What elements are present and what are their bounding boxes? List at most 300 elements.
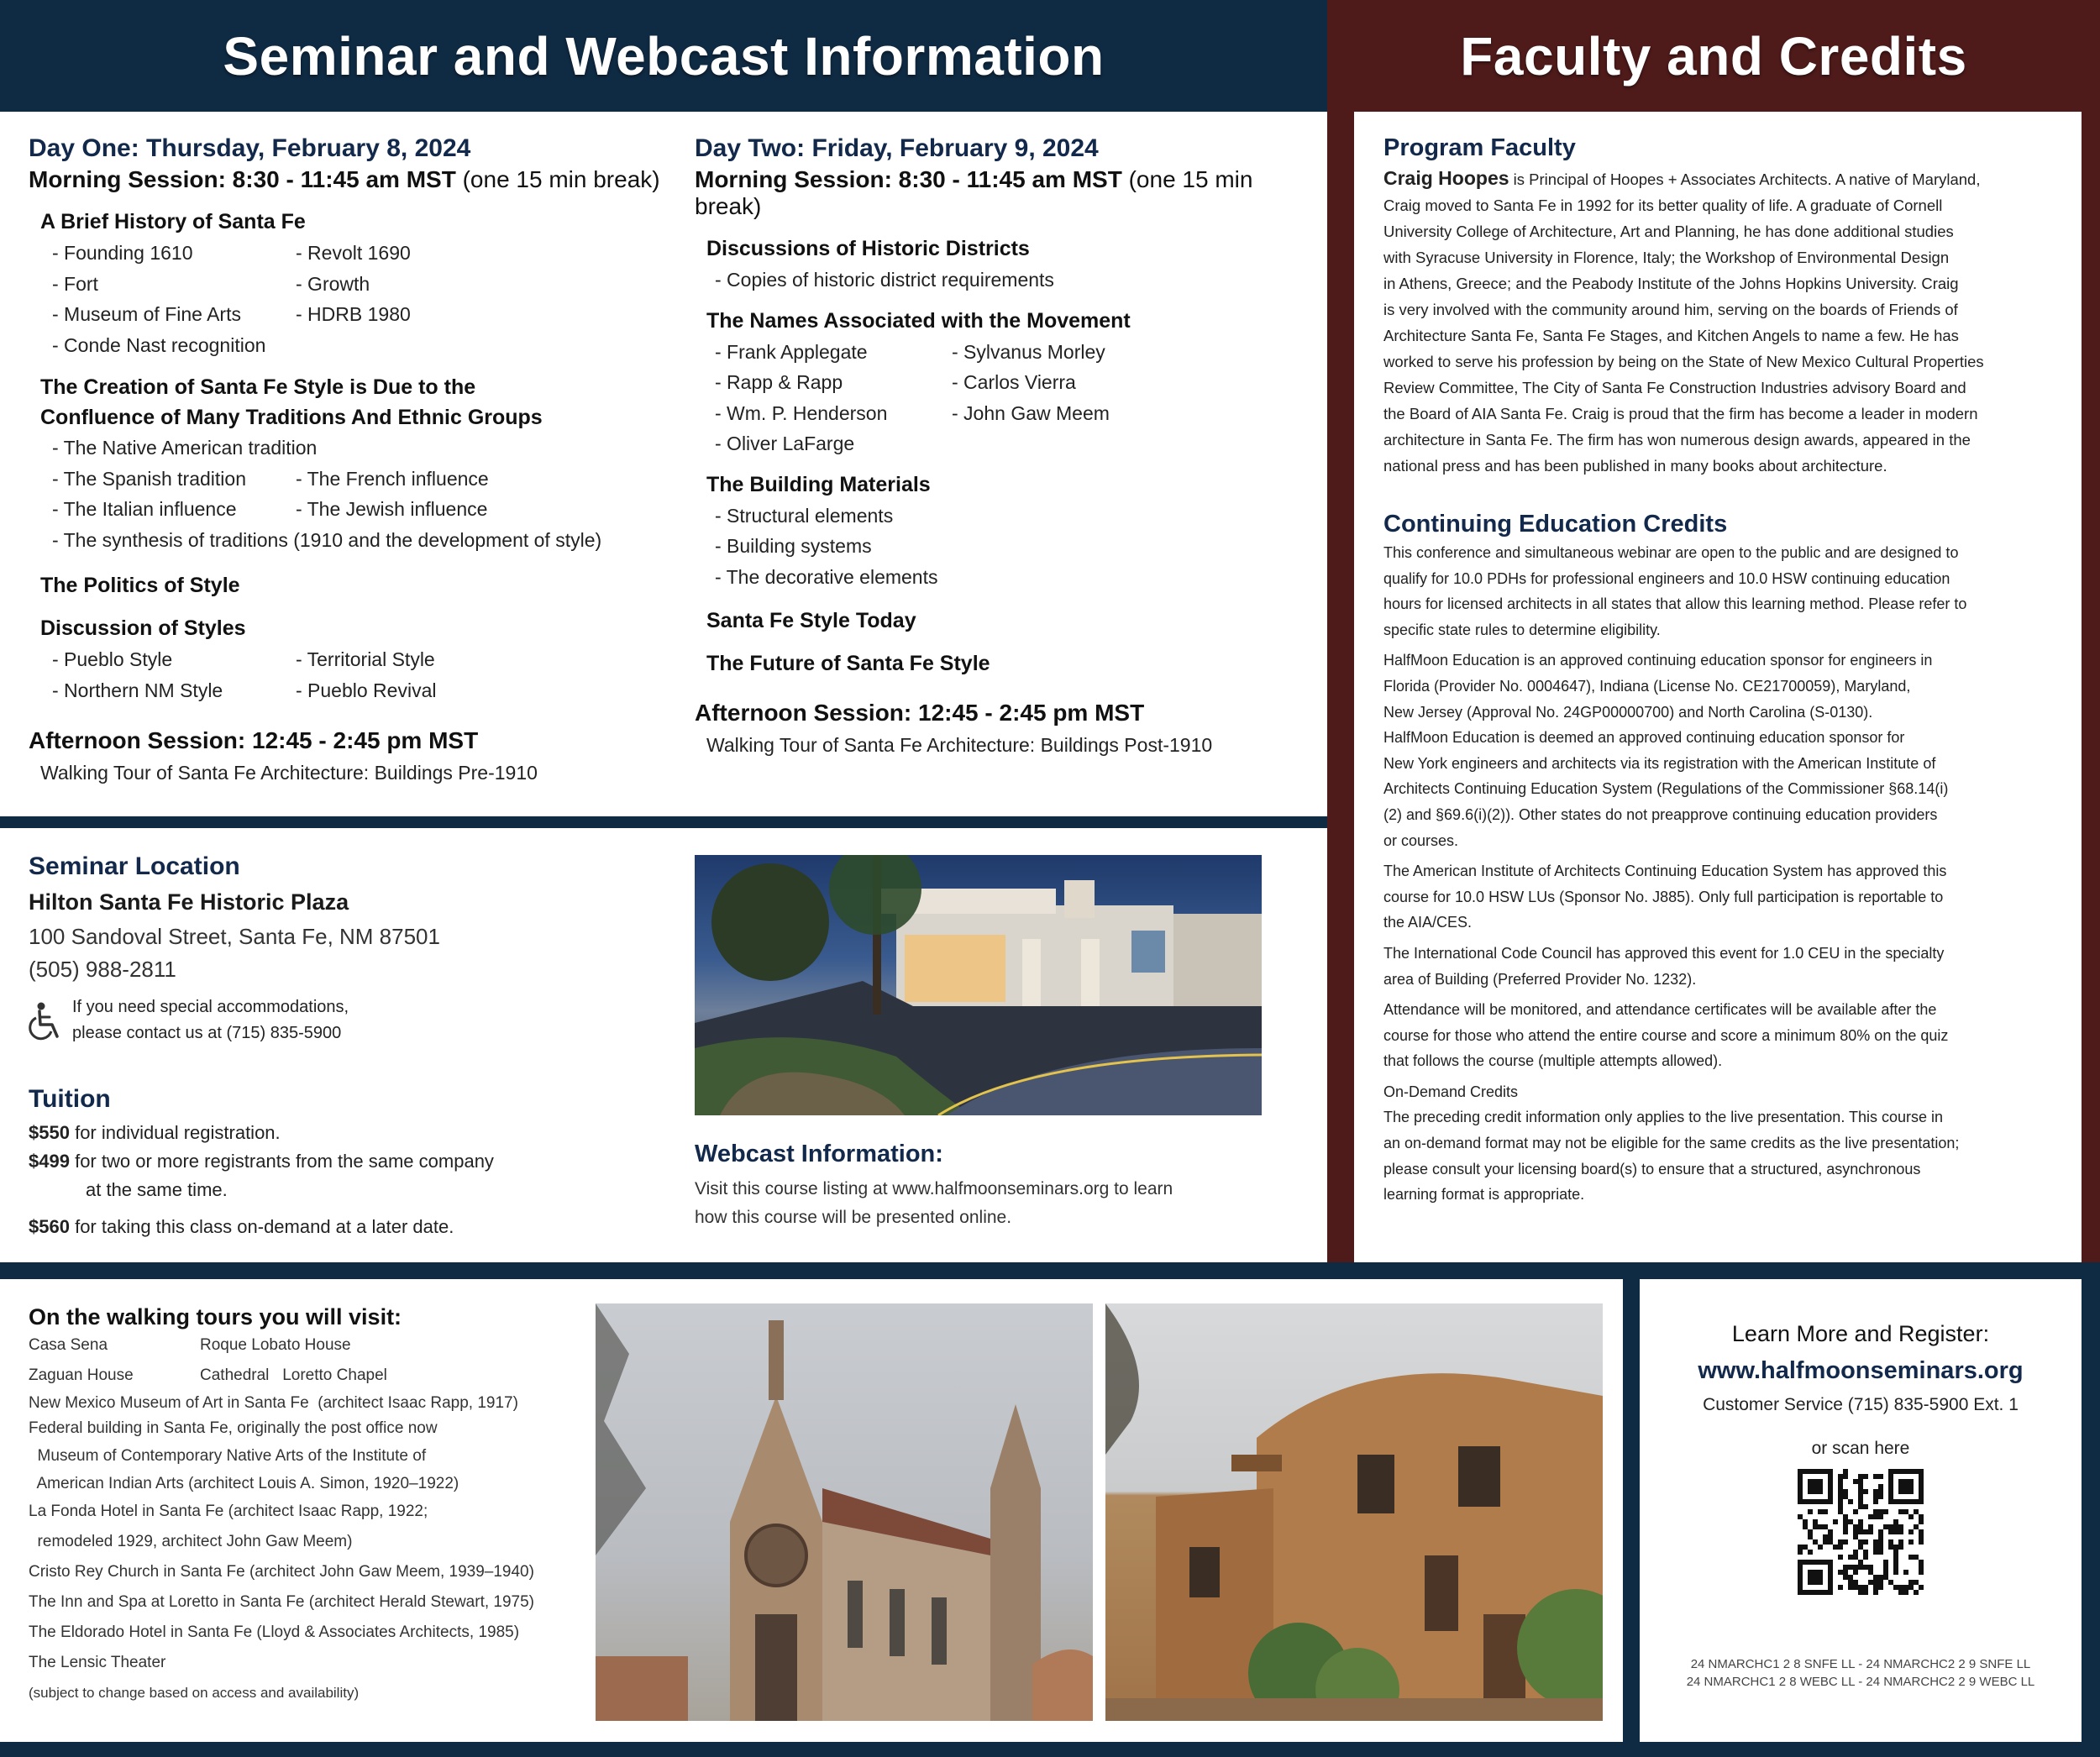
qr-module — [1878, 1529, 1883, 1534]
credits-line: learning format is appropriate. — [1383, 1186, 1585, 1204]
tuition-item — [29, 1119, 667, 1147]
qr-module — [1858, 1585, 1863, 1590]
accessibility-line2: please contact us at (715) 835-5900 — [72, 1024, 342, 1042]
qr-module — [1838, 1474, 1843, 1479]
tuition-heading: Tuition — [29, 1085, 111, 1113]
qr-module — [1919, 1560, 1924, 1565]
qr-code[interactable] — [1798, 1469, 1924, 1595]
topic-styles-list — [40, 644, 667, 705]
qr-module — [1853, 1570, 1858, 1575]
topic-districts-list — [706, 265, 1316, 296]
qr-module — [1858, 1479, 1863, 1484]
qr-module — [1878, 1580, 1883, 1585]
list-item: - Territorial Style — [296, 648, 435, 670]
program-faculty — [1383, 134, 2055, 479]
qr-module — [1883, 1570, 1888, 1575]
chapel-illustration — [596, 1303, 1093, 1721]
qr-module — [1838, 1489, 1843, 1494]
credits-paragraph — [1383, 941, 2055, 992]
course-code: 24 NMARCHC1 2 8 SNFE LL - 24 NMARCHC2 2 9 SNFE LL — [1690, 1657, 2031, 1671]
list-item: - Building systems — [715, 535, 872, 557]
webcast-line2: how this course will be presented online. — [695, 1208, 1012, 1227]
bio-line: national press and has been published in many books about architecture. — [1383, 457, 1887, 475]
qr-module — [1903, 1509, 1908, 1514]
qr-module — [1853, 1534, 1858, 1539]
qr-module — [1838, 1539, 1843, 1545]
qr-module — [1873, 1539, 1878, 1545]
qr-module — [1843, 1469, 1848, 1474]
list-item: - Northern NM Style — [52, 679, 223, 701]
qr-module — [1848, 1580, 1853, 1585]
day-one-afternoon-desc: Walking Tour of Santa Fe Architecture: Buildings Pre-1910 — [40, 762, 538, 784]
qr-module — [1898, 1524, 1903, 1529]
tour-site: Museum of Contemporary Native Arts of the Institute of — [29, 1447, 427, 1465]
qr-module — [1838, 1509, 1843, 1514]
continuing-education-credits — [1383, 511, 2055, 1213]
topic-creation — [40, 372, 667, 433]
qr-module — [1823, 1509, 1828, 1514]
register-heading: Learn More and Register: — [1731, 1321, 1990, 1346]
list-item: - The Italian influence — [52, 498, 237, 520]
tuition-list — [29, 1119, 667, 1241]
customer-service: Customer Service (715) 835-5900 Ext. 1 — [1703, 1395, 2019, 1414]
course-code: 24 NMARCHC1 2 8 WEBC LL - 24 NMARCHC2 2 9 WEBC LL — [1686, 1675, 2035, 1689]
qr-module — [1858, 1489, 1863, 1494]
qr-module — [1858, 1494, 1863, 1499]
qr-module — [1873, 1575, 1878, 1580]
scan-label: or scan here — [1811, 1439, 1910, 1458]
day-two-afternoon-desc: Walking Tour of Santa Fe Architecture: Buildings Post-1910 — [706, 734, 1213, 756]
credits-line: Architects Continuing Education System (Regulations of the Commissioner §68.14(i) — [1383, 780, 1949, 798]
qr-module — [1893, 1565, 1898, 1570]
day-one — [29, 134, 667, 789]
seminar-header-title: Seminar and Webcast Information — [223, 25, 1105, 87]
credits-line: Attendance will be monitored, and attendance certificates will be available after the — [1383, 1001, 1937, 1019]
venue-address: 100 Sandoval Street, Santa Fe, NM 87501 — [29, 924, 440, 949]
register-url[interactable]: www.halfmoonseminars.org — [1698, 1357, 2024, 1384]
hotel-photo — [695, 855, 1262, 1115]
tour-site: The Lensic Theater — [29, 1654, 166, 1671]
faculty-name: Craig Hoopes — [1383, 167, 1509, 189]
qr-module — [1823, 1539, 1828, 1545]
topic-politics: The Politics of Style — [40, 574, 240, 597]
qr-module — [1893, 1555, 1898, 1560]
qr-module — [1919, 1529, 1924, 1534]
list-item: - Structural elements — [715, 504, 894, 527]
qr-module — [1848, 1519, 1853, 1524]
list-item: - Founding 1610 — [52, 242, 193, 264]
day-two-title: Day Two: Friday, February 9, 2024 — [695, 134, 1099, 162]
list-item: - The synthesis of traditions (1910 and the development of style) — [52, 528, 602, 551]
tour-site: Cathedral Loretto Chapel — [200, 1366, 387, 1384]
qr-module — [1863, 1550, 1868, 1555]
credits-body — [1383, 540, 2055, 1208]
bio-line: is very involved with the community around him, serving on the boards of Friends of — [1383, 301, 1958, 318]
qr-module — [1808, 1550, 1813, 1555]
qr-module — [1878, 1474, 1883, 1479]
qr-module — [1853, 1509, 1858, 1514]
list-item: - Frank Applegate — [715, 340, 868, 363]
qr-module — [1868, 1570, 1873, 1575]
section-divider — [0, 816, 1327, 828]
qr-module — [1848, 1575, 1853, 1580]
qr-module — [1843, 1514, 1848, 1519]
qr-module — [1858, 1539, 1863, 1545]
day-one-title: Day One: Thursday, February 8, 2024 — [29, 134, 471, 162]
qr-module — [1873, 1580, 1878, 1585]
bio-line: worked to serve his profession by being on the State of New Mexico Cultural Properties — [1383, 353, 1984, 370]
qr-module — [1863, 1474, 1868, 1479]
qr-module — [1858, 1560, 1863, 1565]
qr-module — [1808, 1509, 1813, 1514]
qr-module — [1919, 1565, 1924, 1570]
credits-line: The preceding credit information only applies to the live presentation. This course in — [1383, 1109, 1944, 1126]
topic-materials: The Building Materials — [706, 472, 931, 496]
qr-module — [1883, 1509, 1888, 1514]
venue-name: Hilton Santa Fe Historic Plaza — [29, 889, 349, 915]
topic-history: A Brief History of Santa Fe — [40, 210, 306, 233]
credits-line: an on-demand format may not be eligible for the same credits as the live presentation; — [1383, 1135, 1960, 1152]
qr-module — [1858, 1504, 1863, 1509]
qr-module — [1878, 1539, 1883, 1545]
qr-module — [1914, 1580, 1919, 1585]
list-item: - The Spanish tradition — [52, 467, 246, 490]
qr-module — [1838, 1499, 1843, 1504]
credits-paragraph — [1383, 648, 2055, 853]
bio-line: Review Committee, The City of Santa Fe Construction Industries advisory Board and — [1383, 379, 1966, 396]
bio-line: University College of Architecture, Art and Planning, he has done additional studies — [1383, 223, 1954, 240]
qr-module — [1863, 1539, 1868, 1545]
qr-module — [1898, 1509, 1903, 1514]
qr-finder-module — [1808, 1570, 1823, 1585]
faculty-heading: Program Faculty — [1383, 134, 1576, 161]
qr-module — [1878, 1509, 1883, 1514]
topic-names: The Names Associated with the Movement — [706, 308, 1131, 333]
qr-module — [1853, 1524, 1858, 1529]
adobe-building-photo — [1105, 1303, 1603, 1721]
qr-module — [1919, 1534, 1924, 1539]
qr-module — [1853, 1550, 1858, 1555]
qr-module — [1813, 1539, 1818, 1545]
tour-site: Zaguan House — [29, 1366, 134, 1384]
list-item: - The decorative elements — [715, 565, 938, 588]
tuition-price: $560 — [29, 1216, 70, 1237]
qr-module — [1908, 1529, 1914, 1534]
credits-line: The American Institute of Architects Continuing Education System has approved this — [1383, 863, 1947, 880]
accessibility-note — [29, 994, 667, 1045]
qr-module — [1873, 1585, 1878, 1590]
topic-styles: Discussion of Styles — [40, 616, 246, 640]
credits-paragraph — [1383, 997, 2055, 1074]
qr-module — [1893, 1560, 1898, 1565]
qr-module — [1898, 1585, 1903, 1590]
topic-districts: Discussions of Historic Districts — [706, 237, 1030, 260]
qr-module — [1863, 1489, 1868, 1494]
venue-phone: (505) 988-2811 — [29, 957, 176, 982]
qr-module — [1843, 1474, 1848, 1479]
qr-module — [1843, 1524, 1848, 1529]
qr-module — [1893, 1545, 1898, 1550]
tours-heading: On the walking tours you will visit: — [29, 1304, 402, 1330]
credits-paragraph — [1383, 1079, 2055, 1208]
credits-line: New Jersey (Approval No. 24GP00000700) and North Carolina (S-0130). — [1383, 703, 1873, 721]
qr-module — [1888, 1529, 1893, 1534]
qr-module — [1888, 1539, 1893, 1545]
qr-module — [1919, 1514, 1924, 1519]
qr-module — [1883, 1575, 1888, 1580]
qr-module — [1863, 1585, 1868, 1590]
credits-line: area of Building (Preferred Provider No. 1232). — [1383, 970, 1697, 988]
qr-module — [1893, 1529, 1898, 1534]
tour-site: New Mexico Museum of Art in Santa Fe (architect Isaac Rapp, 1917) — [29, 1394, 518, 1412]
list-item: - Pueblo Style — [52, 648, 173, 670]
qr-module — [1883, 1524, 1888, 1529]
tour-site: Federal building in Santa Fe, originally the post office now — [29, 1419, 438, 1437]
topic-creation-list — [40, 433, 667, 555]
qr-module — [1888, 1524, 1893, 1529]
qr-module — [1908, 1555, 1914, 1560]
qr-module — [1863, 1504, 1868, 1509]
qr-module — [1798, 1550, 1803, 1555]
qr-module — [1838, 1545, 1843, 1550]
credits-line: course for those who attend the entire course and score a minimum 80% on the quiz — [1383, 1026, 1949, 1044]
qr-finder-module — [1808, 1479, 1823, 1494]
credits-line: This conference and simultaneous webinar are open to the public and are designed to — [1383, 544, 1959, 561]
qr-module — [1898, 1590, 1903, 1595]
list-item: - Pueblo Revival — [296, 679, 437, 701]
bio-line: is Principal of Hoopes + Associates Architects. A native of Maryland, — [1509, 170, 1981, 188]
qr-module — [1803, 1545, 1808, 1550]
tours-sites — [29, 1391, 600, 1708]
bio-line: in Athens, Greece; and the Peabody Institute of the Johns Hopkins University. Craig — [1383, 275, 1959, 292]
tour-site: Roque Lobato House — [200, 1336, 351, 1354]
credits-line: please consult your licensing board(s) to ensure that a structured, asynchronous — [1383, 1160, 1921, 1177]
tour-site: La Fonda Hotel in Santa Fe (architect Isaac Rapp, 1922; — [29, 1503, 428, 1520]
seminar-location — [29, 852, 667, 1241]
qr-module — [1848, 1565, 1853, 1570]
day-one-afternoon-label: Afternoon Session: 12:45 - 2:45 pm MST — [29, 727, 479, 753]
walking-tours — [29, 1304, 600, 1708]
qr-module — [1818, 1524, 1823, 1529]
qr-module — [1838, 1494, 1843, 1499]
qr-module — [1858, 1590, 1863, 1595]
credits-line: qualify for 10.0 PDHs for professional engineers and 10.0 HSW continuing education — [1383, 569, 1950, 587]
qr-module — [1803, 1524, 1808, 1529]
list-item: - Rapp & Rapp — [715, 371, 843, 393]
credits-line: The International Code Council has approved this event for 1.0 CEU in the specialty — [1383, 944, 1945, 962]
tour-site: American Indian Arts (architect Louis A. Simon, 1920–1922) — [29, 1475, 459, 1492]
qr-module — [1919, 1519, 1924, 1524]
qr-module — [1888, 1545, 1893, 1550]
bottom-section-separator — [1623, 1262, 1640, 1757]
qr-module — [1878, 1545, 1883, 1550]
qr-module — [1868, 1565, 1873, 1570]
qr-module — [1873, 1509, 1878, 1514]
qr-module — [1903, 1570, 1908, 1575]
qr-module — [1903, 1590, 1908, 1595]
day-two — [695, 134, 1316, 761]
qr-module — [1843, 1565, 1848, 1570]
credits-line: hours for licensed architects in all states that allow this learning method. Please refer to — [1383, 595, 1967, 613]
seminar-header — [0, 0, 1327, 112]
bio-line: Craig moved to Santa Fe in 1992 for its better quality of life. A graduate of Cornell — [1383, 197, 1943, 214]
tour-site: remodeled 1929, architect John Gaw Meem) — [29, 1533, 353, 1550]
credits-heading: Continuing Education Credits — [1383, 511, 1728, 538]
qr-module — [1883, 1560, 1888, 1565]
qr-module — [1838, 1479, 1843, 1484]
topic-creation-line2: Confluence of Many Traditions And Ethnic Groups — [40, 406, 543, 429]
list-item: - The Jewish influence — [296, 498, 488, 520]
tour-site: The Eldorado Hotel in Santa Fe (Lloyd & Associates Architects, 1985) — [29, 1623, 520, 1641]
loretto-chapel-photo — [596, 1303, 1093, 1721]
list-item: - Revolt 1690 — [296, 242, 411, 264]
day-one-morning-note: (one 15 min break) — [462, 166, 660, 192]
qr-module — [1873, 1550, 1878, 1555]
qr-module — [1873, 1474, 1878, 1479]
webcast-heading: Webcast Information: — [695, 1141, 943, 1167]
course-codes — [1640, 1655, 2082, 1691]
qr-module — [1858, 1524, 1863, 1529]
list-item: - Conde Nast recognition — [52, 333, 266, 356]
credits-line: or courses. — [1383, 831, 1459, 849]
qr-module — [1848, 1585, 1853, 1590]
qr-module — [1858, 1519, 1863, 1524]
list-item: - Growth — [296, 272, 370, 295]
tuition-text: for individual registration. — [75, 1122, 281, 1143]
credits-line: HalfMoon Education is deemed an approved continuing education sponsor for — [1383, 729, 1905, 747]
qr-module — [1833, 1519, 1838, 1524]
faculty-frame-right — [2082, 112, 2100, 1262]
qr-module — [1863, 1565, 1868, 1570]
bio-line: architecture in Santa Fe. The firm has won numerous design awards, appeared in the — [1383, 431, 1971, 448]
qr-module — [1873, 1494, 1878, 1499]
qr-module — [1858, 1529, 1863, 1534]
qr-module — [1878, 1585, 1883, 1590]
qr-module — [1808, 1529, 1813, 1534]
qr-module — [1863, 1555, 1868, 1560]
qr-module — [1908, 1539, 1914, 1545]
qr-module — [1888, 1580, 1893, 1585]
credits-paragraph — [1383, 540, 2055, 642]
bottom-section-frame-right — [2082, 1262, 2100, 1757]
list-item: - The French influence — [296, 467, 489, 490]
qr-module — [1853, 1479, 1858, 1484]
list-item: - HDRB 1980 — [296, 303, 411, 325]
qr-module — [1838, 1484, 1843, 1489]
day-one-morning-session — [29, 166, 667, 193]
webcast-info — [695, 1141, 1283, 1232]
qr-module — [1898, 1529, 1903, 1534]
list-item: - John Gaw Meem — [952, 401, 1110, 424]
qr-module — [1858, 1565, 1863, 1570]
credits-line: HalfMoon Education is an approved continuing education sponsor for engineers in — [1383, 652, 1933, 669]
faculty-frame-left — [1327, 112, 1354, 1262]
qr-module — [1868, 1524, 1873, 1529]
list-item: - Copies of historic district requirements — [715, 269, 1054, 291]
qr-module — [1843, 1494, 1848, 1499]
tour-site: The Inn and Spa at Loretto in Santa Fe (architect Herald Stewart, 1975) — [29, 1593, 535, 1611]
topic-today: Santa Fe Style Today — [706, 609, 916, 632]
qr-module — [1878, 1489, 1883, 1494]
day-two-morning-note: (one 15 min break) — [695, 166, 1253, 219]
qr-module — [1908, 1585, 1914, 1590]
list-item: - Fort — [52, 272, 98, 295]
qr-module — [1863, 1590, 1868, 1595]
qr-module — [1893, 1570, 1898, 1575]
tour-site: (subject to change based on access and availability) — [29, 1685, 360, 1701]
list-item: - Carlos Vierra — [952, 371, 1076, 393]
credits-line: course for 10.0 HSW LUs (Sponsor No. J885). Only full participation is reportable to — [1383, 888, 1944, 905]
bio-line: Architecture Santa Fe, Santa Fe Stages, and Kitchen Angels to name a few. He has — [1383, 327, 1959, 344]
tuition-item — [29, 1213, 667, 1241]
qr-finder-module — [1898, 1479, 1914, 1494]
qr-module — [1883, 1565, 1888, 1570]
webcast-line1: Visit this course listing at www.halfmoonseminars.org to learn — [695, 1179, 1173, 1198]
qr-module — [1914, 1590, 1919, 1595]
qr-module — [1868, 1529, 1873, 1534]
qr-module — [1908, 1580, 1914, 1585]
credits-line: On-Demand Credits — [1383, 1083, 1519, 1100]
tuition-price: $550 — [29, 1122, 70, 1143]
qr-module — [1813, 1524, 1818, 1529]
qr-module — [1863, 1529, 1868, 1534]
day-two-afternoon-label: Afternoon Session: 12:45 - 2:45 pm MST — [695, 700, 1145, 726]
qr-module — [1828, 1529, 1833, 1534]
qr-module — [1853, 1555, 1858, 1560]
bio-line: with Syracuse University in Florence, Italy; the Workshop of Environmental Design — [1383, 249, 1950, 266]
qr-module — [1878, 1494, 1883, 1499]
qr-module — [1838, 1570, 1843, 1575]
qr-module — [1853, 1585, 1858, 1590]
qr-module — [1853, 1580, 1858, 1585]
qr-module — [1858, 1499, 1863, 1504]
qr-module — [1914, 1555, 1919, 1560]
qr-module — [1908, 1514, 1914, 1519]
topic-future: The Future of Santa Fe Style — [706, 652, 990, 675]
qr-module — [1808, 1534, 1813, 1539]
bottom-section-frame-top — [0, 1262, 2100, 1279]
faculty-header — [1327, 0, 2100, 112]
qr-module — [1828, 1534, 1833, 1539]
tour-site: Casa Sena — [29, 1336, 108, 1354]
qr-module — [1919, 1539, 1924, 1545]
qr-module — [1893, 1585, 1898, 1590]
qr-module — [1843, 1519, 1848, 1524]
topic-names-list — [706, 337, 1316, 459]
qr-module — [1833, 1545, 1838, 1550]
qr-module — [1818, 1545, 1823, 1550]
topic-materials-list — [706, 501, 1316, 593]
bio-line: the Board of AIA Santa Fe. Craig is proud that the firm has become a leader in modern — [1383, 405, 1978, 422]
tuition-text: for taking this class on-demand at a later date. — [75, 1216, 454, 1237]
list-item: - Oliver LaFarge — [715, 433, 855, 454]
qr-module — [1853, 1529, 1858, 1534]
bottom-frame — [0, 1742, 2100, 1757]
qr-module — [1878, 1550, 1883, 1555]
qr-module — [1848, 1499, 1853, 1504]
wheelchair-icon — [29, 1001, 66, 1041]
credits-line: Florida (Provider No. 0004647), Indiana (License No. CE21700059), Maryland, — [1383, 677, 1911, 695]
accessibility-line1: If you need special accommodations, — [72, 998, 349, 1016]
qr-module — [1843, 1539, 1848, 1545]
tuition-item — [29, 1147, 667, 1176]
topic-history-list — [40, 238, 667, 360]
qr-module — [1919, 1585, 1924, 1590]
qr-module — [1813, 1519, 1818, 1524]
qr-module — [1878, 1575, 1883, 1580]
register-panel — [1640, 1279, 2082, 1742]
qr-module — [1868, 1514, 1873, 1519]
